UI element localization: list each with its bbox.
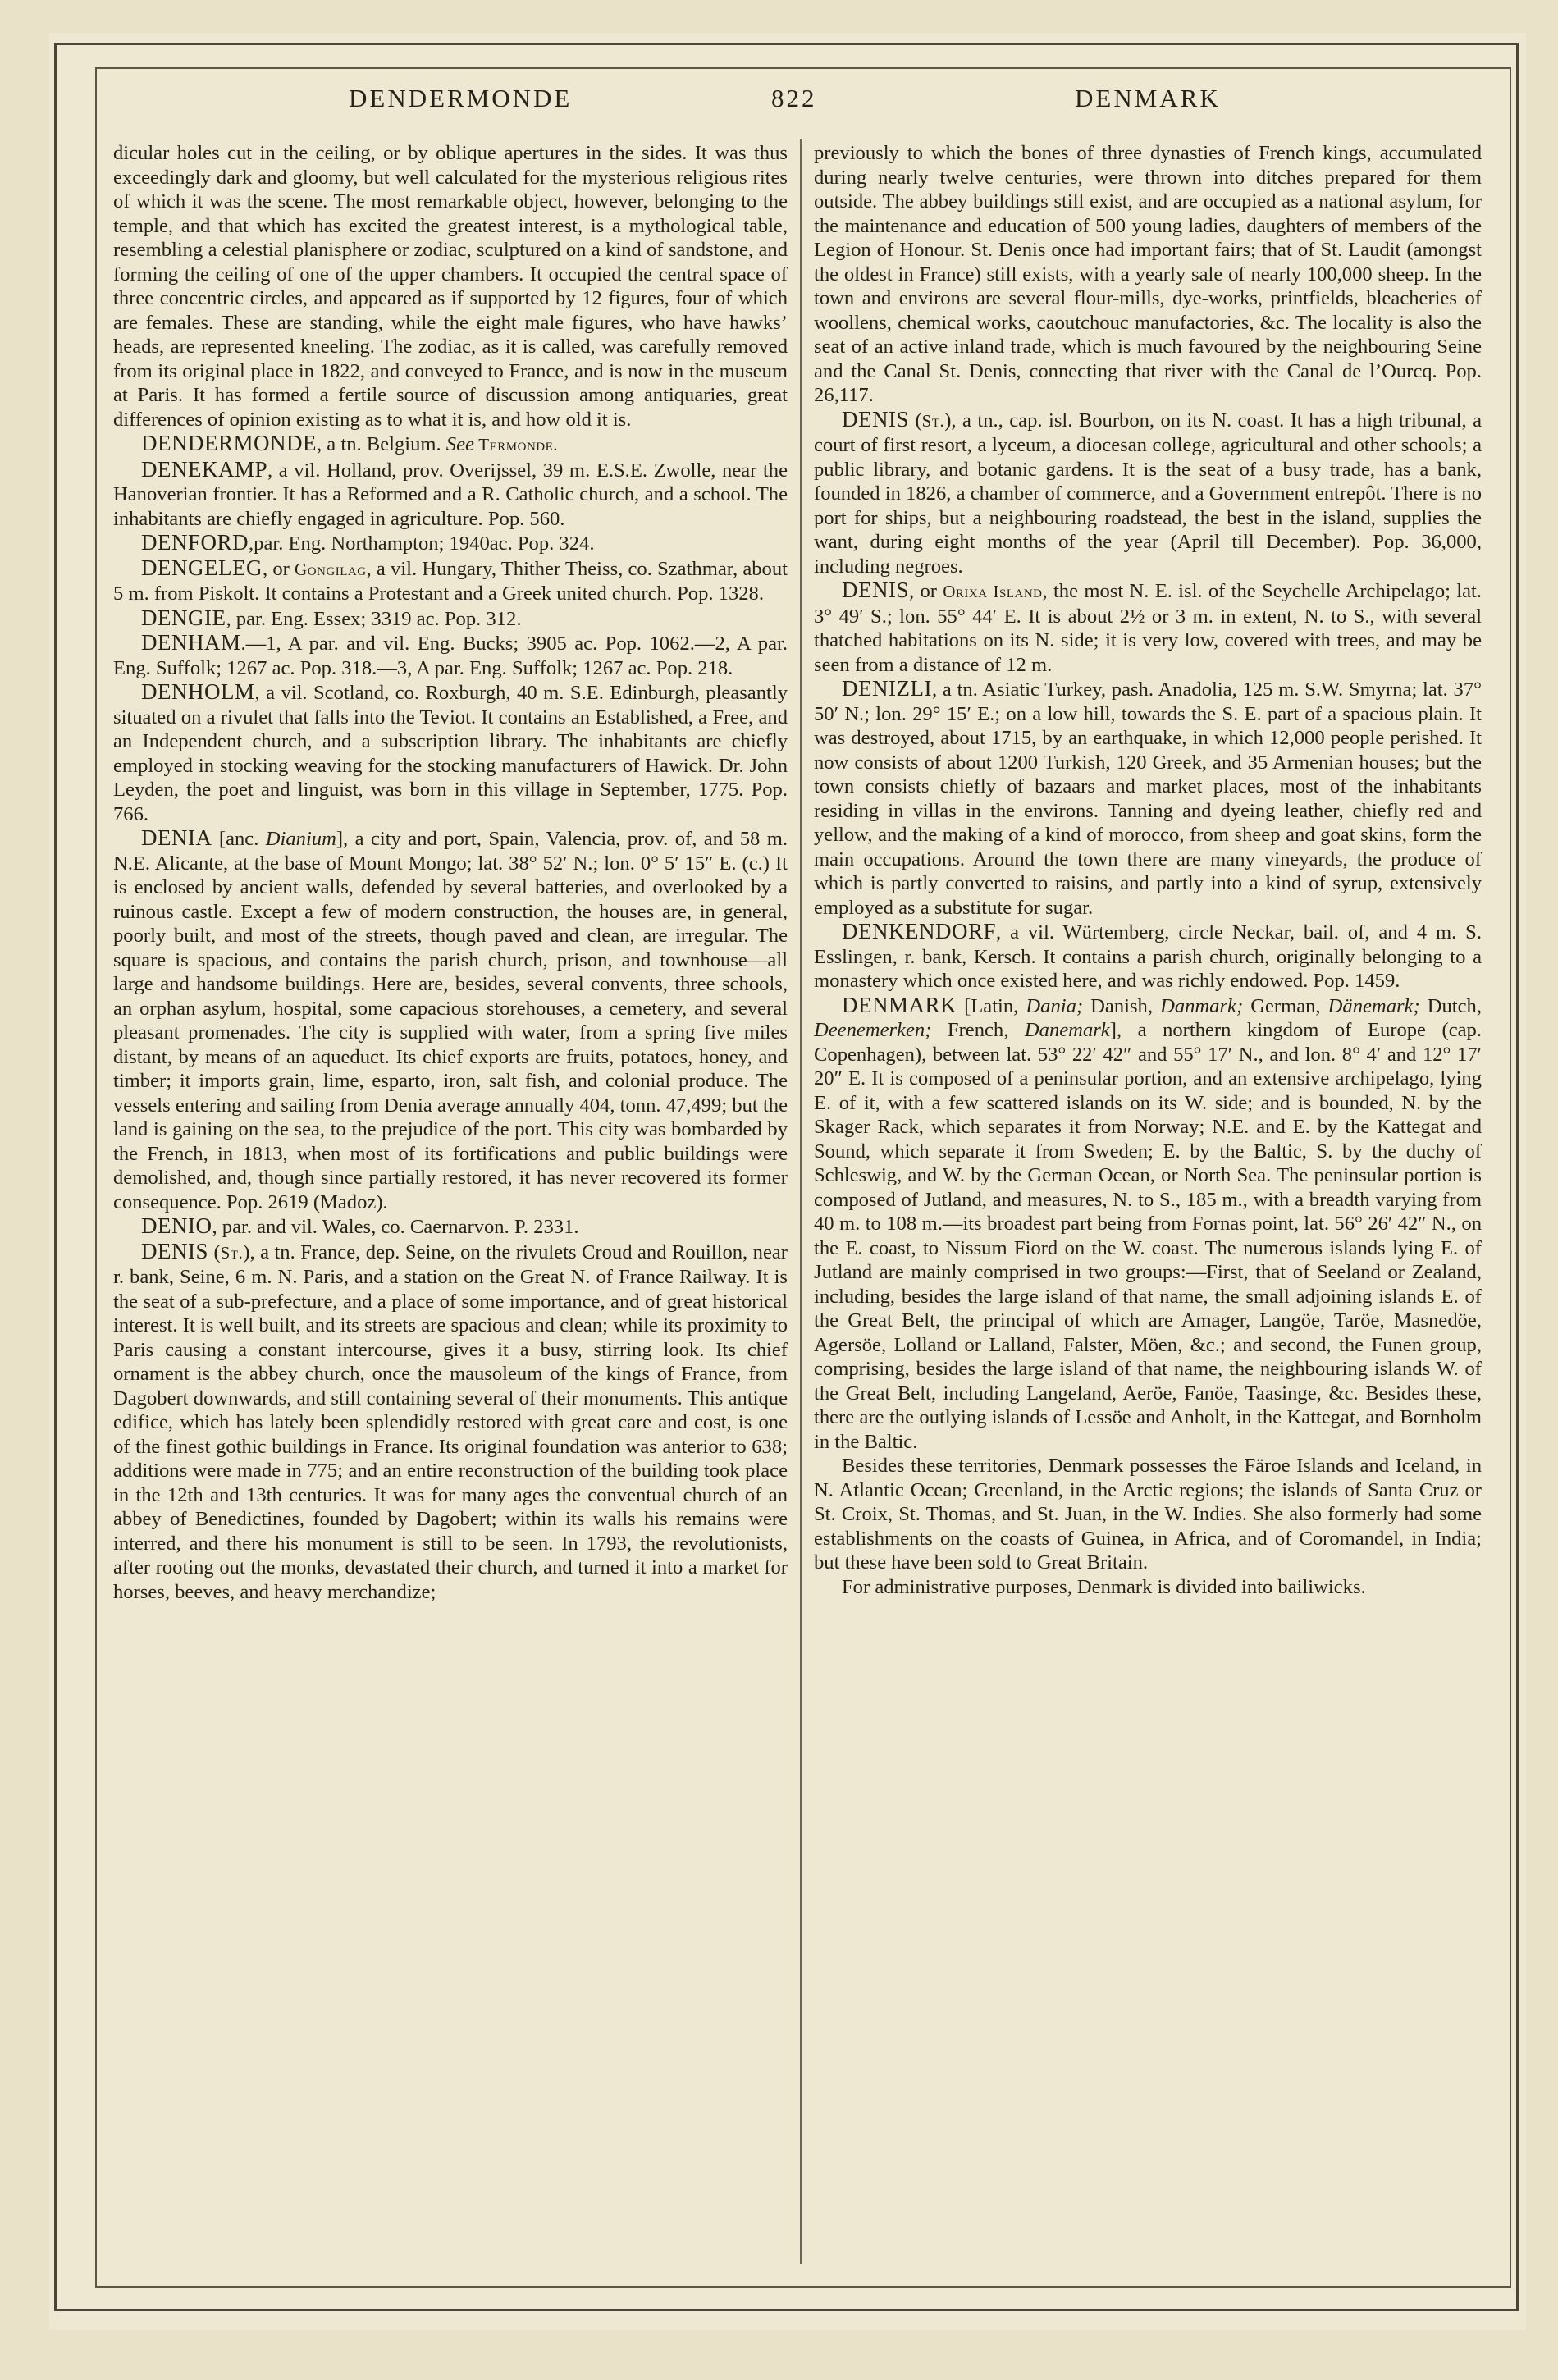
left-column xyxy=(113,141,788,1604)
entry-text: , a vil. Holland, prov. Overijssel, 39 m. E.S.E. Zwolle, near the Hanoverian frontier. It has a Reformed and a R. Catholic church, and a school. The inhabitants are chiefly engaged in agriculture. Pop. 560. xyxy=(113,459,788,530)
dictionary-entry xyxy=(814,677,1482,920)
dictionary-entry xyxy=(814,408,1482,579)
dictionary-entry xyxy=(113,458,788,532)
entry-headword: DENFORD xyxy=(141,530,249,555)
entry-italic: Danemark xyxy=(1024,1019,1110,1041)
page-number: 822 xyxy=(771,84,817,112)
entry-italic: Deenemerken; xyxy=(814,1019,932,1041)
entry-text: , a tn. Asiatic Turkey, pash. Anadolia, 125 m. S.W. Smyrna; lat. 37° 50′ N.; lon. 29° 15′ E.; on a low hill, towards the S. E. part of a spacious plain. It was destroyed, about 1715, by an earthquake, in which 12,000 people perished. It now consists of about 1200 Turkish, 120 Greek, and 35 Armenian houses; but the town consists chiefly of bazaars and market places, most of the inhabitants residing in villas in the environs. Tanning and dyeing leather, chiefly red and yellow, and the making of a kind of morocco, from sheep and goat skins, form the main occupations. Around the town there are many vineyards, the produce of which is partly converted to raisins, and partly into a kind of syrup, extensively employed as a substitute for sugar. xyxy=(814,678,1482,919)
dictionary-entry xyxy=(814,141,1482,408)
entry-headword: DENIO xyxy=(141,1213,212,1238)
dictionary-entry xyxy=(814,578,1482,677)
entry-text: French, xyxy=(931,1019,1025,1041)
entry-headword: DENDERMONDE xyxy=(141,431,317,455)
entry-headword: DENIA xyxy=(141,825,212,850)
header-left-guideword: DENDERMONDE xyxy=(349,84,573,112)
dictionary-entry xyxy=(113,680,788,826)
dictionary-entry xyxy=(113,556,788,606)
entry-text: ,par. Eng. Northampton; 1940ac. Pop. 324. xyxy=(249,532,595,555)
entry-italic: Danmark; xyxy=(1160,994,1244,1017)
entry-text: , a tn. Belgium. xyxy=(317,433,446,455)
entry-text: , a vil. Scotland, co. Roxburgh, 40 m. S.E. Edinburgh, pleasantly situated on a rivulet that falls into the Teviot. It contains an Established, a Free, and an Independent church, and a subscription library. The inhabitants are chiefly employed in stocking weaving for the stocking manufacturers of Hawick. Dr. John Leyden, the poet and linguist, was born in this village in September, 1775. Pop. 766. xyxy=(113,682,788,825)
entry-headword: DENIS xyxy=(141,1238,208,1263)
column-divider xyxy=(800,139,802,2264)
right-column xyxy=(814,141,1482,1599)
entry-text: Dutch, xyxy=(1419,994,1482,1017)
entry-text: For administrative purposes, Denmark is divided into bailiwicks. xyxy=(842,1575,1366,1598)
entry-headword: DENIZLI xyxy=(842,676,932,701)
entry-text: Besides these territories, Denmark possesses the Färoe Islands and Iceland, in N. Atlantic Ocean; Greenland, in the Arctic regions; the islands of Santa Cruz or St. Croix, St. Thomas, and St. Juan, in the W. Indies. She also formerly had some establishments on the coasts of Guinea, in Africa, and of Coromandel, in India; but these have been sold to Great Britain. xyxy=(814,1455,1482,1574)
entry-text: ( xyxy=(909,409,922,432)
entry-smallcaps: Gongilag xyxy=(295,559,367,579)
entry-italic: Dania; xyxy=(1026,994,1084,1017)
entry-headword: DENEKAMP xyxy=(141,456,268,482)
entry-text: , the most N. E. isl. of the Seychelle Archipelago; lat. 3° 49′ S.; lon. 55° 44′ E. It is about 2½ or 3 m. in extent, N. to S., with several thatched habitations on its N. side; it is very low, covered with trees, and may be seen from a distance of 12 m. xyxy=(814,580,1483,676)
entry-text: ( xyxy=(208,1240,221,1263)
entry-headword: DENIS xyxy=(842,406,909,432)
entry-text: , a vil. Würtemberg, circle Neckar, bail. of, and 4 m. S. Esslingen, r. bank, Kersch. It contains a parish church, originally belonging to a monastery which once existed here, and was richly endowed. Pop. 1459. xyxy=(814,921,1482,992)
entry-headword: DENGIE xyxy=(141,605,226,630)
dictionary-entry xyxy=(113,432,788,458)
entry-headword: DENKENDORF xyxy=(842,919,997,943)
entry-text: , par. and vil. Wales, co. Caernarvon. P. 2331. xyxy=(212,1216,579,1238)
entry-smallcaps: St. xyxy=(220,1242,244,1263)
entry-text: German, xyxy=(1243,994,1328,1017)
entry-headword: DENGELEG xyxy=(141,555,263,580)
dictionary-entry xyxy=(814,920,1482,994)
entry-text: ), a tn. France, dep. Seine, on the rivulets Croud and Rouillon, near r. bank, Seine, 6 m. N. Paris, and a station on the Great N. of France Railway. It is the seat of a sub-prefecture, and a place of some importance, and of great historical interest. It is well built, and its streets are spacious and clean; while its proximity to Paris causing a constant intercourse, gives it a busy, stirring look. Its chief ornament is the abbey church, once the mausoleum of the kings of France, from Dagobert downwards, and still containing several of their monuments. This antique edifice, which has lately been splendidly restored with great care and cost, is one of the finest gothic buildings in France. Its original foundation was anterior to 638; additions were made in 775; and an entire reconstruction of the building took place in the 12th and 13th centuries. It was for many ages the conventual church of an abbey of Benedictines, founded by Dagobert; within its walls his remains were interred, and there his monument is still to be seen. In 1793, the revolutionists, after rooting out the monks, devastated their church, and turned it into a market for horses, beeves, and heavy merchandize; xyxy=(113,1240,788,1603)
dictionary-entry xyxy=(113,531,788,556)
entry-italic: Dänemark; xyxy=(1327,994,1420,1017)
dictionary-entry xyxy=(113,631,788,680)
entry-text: .—1, A par. and vil. Eng. Bucks; 3905 ac. Pop. 1062.—2, A par. Eng. Suffolk; 1267 ac. Pop. 318.—3, A par. Eng. Suffolk; 1267 ac. Pop. 218. xyxy=(113,633,788,679)
dictionary-entry xyxy=(113,606,788,632)
entry-headword: DENHAM xyxy=(141,630,241,655)
dictionary-entry xyxy=(113,826,788,1214)
entry-text: , a vil. Hungary, Thither Theiss, co. Szathmar, about 5 m. from Piskolt. It contains a Protestant and a Greek united church. Pop. 1328. xyxy=(113,557,788,605)
entry-headword: DENMARK xyxy=(842,992,957,1017)
entry-text: dicular holes cut in the ceiling, or by oblique apertures in the sides. It was thus exceedingly dark and gloomy, but well calculated for the mysterious religious rites of which it was the scene. The most remarkable object, however, belonging to the temple, and that which has excited the greatest interest, is a mythological table, resembling a celestial planisphere or zodiac, sculptured on a kind of sandstone, and forming the ceiling of one of the upper chambers. It occupied the central space of three concentric circles, and appeared as if supported by 12 figures, four of which are females. These are standing, while the eight male figures, who have hawks’ heads, are represented kneeling. The zodiac, as it is called, was carefully removed from its original place in 1822, and conveyed to France, and is now in the museum at Paris. It has formed a fertile source of discussion among antiquaries, great differences of opinion existing as to what it is, and how old it is. xyxy=(113,142,788,431)
entry-headword: DENHOLM xyxy=(141,679,255,704)
entry-text: Danish, xyxy=(1083,994,1161,1017)
header-right-guideword: DENMARK xyxy=(1075,84,1221,112)
entry-headword: DENIS xyxy=(842,578,909,602)
entry-text: , or xyxy=(909,580,943,602)
dictionary-entry xyxy=(113,1240,788,1605)
dictionary-entry xyxy=(814,1454,1482,1575)
dictionary-entry xyxy=(113,1214,788,1240)
running-header xyxy=(115,84,1501,133)
entry-italic: See xyxy=(445,433,474,455)
entry-text: ], a northern kingdom of Europe (cap. Copenhagen), between lat. 53° 22′ 42″ and 55° 17′ N., and lon. 8° 4′ and 12° 17′ 20″ E. It is composed of a peninsular portion, and an extensive archipelago, lying E. of it, with a few scattered islands on its W. side; and is bounded, N. by the Skager Rack, which separates it from Norway; N.E. and E. by the Kattegat and Sound, which separate it from Sweden; E. by the Baltic, S. by the duchy of Schleswig, and W. by the German Ocean, or North Sea. The peninsular portion is composed of Jutland, and measures, N. to S., 185 m., with a breadth varying from 40 m. to 108 m.—its broadest part being from Fornas point, lat. 56° 26′ 42″ N., on the E. coast, to Nissum Fiord on the W. coast. The numerous islands lying E. of Jutland are mainly comprised in two groups:—First, that of Seeland or Zealand, including, besides the large island of that name, the small adjoining islands E. of the Great Belt, the principal of which are Amager, Langöe, Taröe, Masnedöe, Agersöe, Lolland or Lalland, Falster, Möen, &c.; and second, the Funen group, comprising, besides the large island of that name, the neighbouring islands W. of the Great Belt, including Langeland, Aeröe, Fanöe, Taasinge, &c. Besides these, there are the outlying islands of Lessöe and Anholt, in the Kattegat, and Bornholm in the Baltic. xyxy=(814,1019,1482,1453)
entry-italic: Dianium xyxy=(265,828,336,850)
dictionary-entry xyxy=(814,994,1482,1455)
entry-text: ], a city and port, Spain, Valencia, prov. of, and 58 m. N.E. Alicante, at the base of Mount Mongo; lat. 38° 52′ N.; lon. 0° 5′ 15″ E. (c.) It is enclosed by ancient walls, defended by several batteries, and overlooked by a ruinous castle. Except a few of modern construction, the houses are, in general, poorly built, and most of the streets, though paved and clean, are irregular. The square is spacious, and contains the parish church, prison, and townhouse—all large and handsome buildings. Here are, besides, several convents, three schools, an orphan asylum, hospital, some capacious storehouses, a cemetery, and several pleasant promenades. The city is supplied with water, from a spring five miles distant, by means of an aqueduct. Its chief exports are fruits, potatoes, honey, and timber; it imports grain, lime, esparto, iron, salt fish, and colonial produce. The vessels entering and sailing from Denia average annually 404, tonn. 47,499; but the land is gaining on the sea, to the prejudice of the port. This city was bombarded by the French, in 1813, when most of its fortifications and public buildings were demolished, and, though since partially restored, it has never recovered its former consequence. Pop. 2619 (Madoz). xyxy=(113,828,788,1213)
entry-text: [anc. xyxy=(212,828,266,850)
entry-smallcaps: St. xyxy=(921,410,945,431)
entry-smallcaps: Orixa Island xyxy=(943,582,1043,601)
dictionary-entry xyxy=(814,1575,1482,1600)
entry-text: previously to which the bones of three dynasties of French kings, accumulated during nearly twelve centuries, were thrown into ditches prepared for them outside. The abbey buildings still exist, and are occupied as a national asylum, for the maintenance and education of 500 young ladies, daughters of members of the Legion of Honour. St. Denis once had important fairs; that of St. Laudit (amongst the oldest in France) still exists, with a yearly sale of nearly 100,000 sheep. In the town and environs are several flour-mills, dye-works, printfields, bleacheries of woollens, chemical works, caoutchouc manufactories, &c. The locality is also the seat of an active inland trade, which is much favoured by the neighbouring Seine and the Canal St. Denis, connecting that river with the Canal de l’Ourcq. Pop. 26,117. xyxy=(814,142,1482,406)
entry-text: , par. Eng. Essex; 3319 ac. Pop. 312. xyxy=(226,607,522,630)
entry-text: , or xyxy=(262,557,295,580)
entry-smallcaps: Termonde. xyxy=(473,435,559,455)
entry-text: [Latin, xyxy=(957,994,1026,1017)
entry-text: ), a tn., cap. isl. Bourbon, on its N. coast. It has a high tribunal, a court of first resort, a lyceum, a diocesan college, agricultural and other schools; a public library, and botanic gardens. It is the seat of a busy trade, has a bank, founded in 1826, a chamber of commerce, and a Government entrepôt. There is no port for ships, but a neighbouring roadstead, the best in the island, supplies the want, during eight months of the year (April till December). Pop. 36,000, including negroes. xyxy=(814,409,1482,578)
dictionary-entry xyxy=(113,141,788,432)
